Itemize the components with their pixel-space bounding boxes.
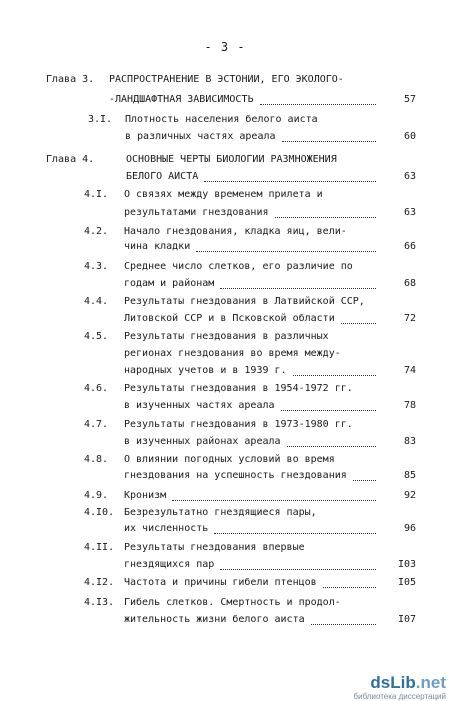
toc-entry-title: БЕЛОГО АИСТА	[126, 171, 199, 182]
toc-entry-number: 3.I.	[88, 114, 113, 125]
page-number: - 3 -	[204, 40, 246, 54]
toc-entry-page: 83	[403, 436, 416, 447]
toc-entry-page: 96	[403, 523, 416, 534]
toc-entry-title: Безрезультатно гнездящиеся пары,	[124, 507, 317, 518]
toc-entry-number: 4.5.	[84, 331, 109, 342]
toc-leader-dots	[341, 322, 376, 324]
toc-entry-page: 57	[403, 94, 416, 105]
toc-entry-page: 92	[403, 490, 416, 501]
toc-leader-dots	[172, 499, 376, 501]
toc-entry-number: 4.I0.	[84, 507, 115, 518]
toc-entry-title: в различных частях ареала	[125, 131, 276, 142]
toc-entry-page: I05	[397, 577, 416, 588]
toc-entry-page: 68	[403, 278, 416, 289]
watermark	[350, 674, 446, 701]
watermark-subtitle: библиотека диссертаций	[353, 692, 446, 701]
toc-entry-title: гнездящихся пар	[124, 559, 215, 570]
toc-entry-title: в изученных частях ареала	[124, 400, 275, 411]
toc-entry-title: О влиянии погодных условий во время	[124, 454, 335, 465]
toc-entry-title: чина кладки	[124, 241, 191, 252]
toc-entry-number: 4.8.	[84, 454, 109, 465]
toc-entry-number: 4.3.	[84, 261, 109, 272]
toc-entry-title: их численность	[124, 523, 209, 534]
toc-leader-dots	[260, 103, 376, 105]
toc-leader-dots	[293, 374, 376, 376]
toc-entry-number: 4.9.	[84, 490, 109, 501]
toc-entry-title: Результаты гнездования впервые	[124, 542, 305, 553]
toc-entry-title: результатами гнездования	[124, 207, 269, 218]
toc-entry-title: Гибель слетков. Смертность и продол-	[124, 597, 341, 608]
toc-entry-title: Результаты гнездования в Латвийской ССР,	[124, 296, 365, 307]
toc-entry-title: Кронизм	[124, 490, 167, 501]
toc-entry-number: 4.I3.	[84, 597, 115, 608]
toc-leader-dots	[196, 250, 376, 252]
toc-entry-number: 4.6.	[84, 383, 109, 394]
toc-entry-page: I07	[397, 614, 416, 625]
toc-entry-page: 60	[403, 131, 416, 142]
toc-entry-title: годам и районам	[124, 278, 215, 289]
toc-entry-title: Частота и причины гибели птенцов	[124, 577, 317, 588]
toc-leader-dots	[281, 409, 376, 411]
toc-entry-title: -ЛАНДШАФТНАЯ ЗАВИСИМОСТЬ	[109, 94, 254, 105]
toc-entry-title: гнездования на успешность гнездования	[124, 470, 347, 481]
toc-entry-title: Результаты гнездования в 1973-1980 гг.	[124, 419, 353, 430]
toc-leader-dots	[323, 586, 376, 588]
toc-entry-title: народных учетов и в 1939 г.	[124, 365, 287, 376]
watermark-logo-main: dsLib	[370, 673, 416, 692]
toc-entry-number: 4.I2.	[84, 577, 115, 588]
toc-leader-dots	[287, 445, 376, 447]
toc-entry-number: 4.7.	[84, 419, 109, 430]
toc-entry-page: 63	[403, 171, 416, 182]
toc-entry-page: 74	[403, 365, 416, 376]
toc-entry-title: РАСПРОСТРАНЕНИЕ В ЭСТОНИИ, ЕГО ЭКОЛОГО-	[109, 74, 344, 85]
watermark-logo	[350, 674, 446, 692]
toc-entry-title: Литовской ССР и в Псковской области	[124, 313, 335, 324]
toc-entry-title: Плотность населения белого аиста	[125, 114, 318, 125]
toc-entry-title: жительность жизни белого аиста	[124, 614, 305, 625]
toc-entry-number: 4.2.	[84, 226, 109, 237]
toc-entry-page: 63	[403, 207, 416, 218]
toc-entry-number: 4.II.	[84, 542, 115, 553]
toc-entry-title: регионах гнездования во время между-	[124, 348, 341, 359]
toc-entry-title: Начало гнездования, кладка яиц, вели-	[124, 226, 347, 237]
toc-leader-dots	[214, 532, 376, 534]
toc-entry-page: 85	[403, 470, 416, 481]
toc-entry-title: Среднее число слетков, его различие по	[124, 261, 353, 272]
toc-entry-title: О связях между временем прилета и	[124, 189, 323, 200]
toc-leader-dots	[353, 479, 376, 481]
toc-entry-page: 78	[403, 400, 416, 411]
watermark-logo-domain: .net	[415, 673, 446, 692]
toc-entry-number: Глава 4.	[46, 154, 95, 165]
toc-entry-page: 66	[403, 241, 416, 252]
toc-entry-number: Глава 3.	[46, 74, 95, 85]
toc-entry-page: I03	[397, 559, 416, 570]
toc-leader-dots	[204, 180, 376, 182]
toc-entry-number: 4.I.	[84, 189, 109, 200]
toc-entry-number: 4.4.	[84, 296, 109, 307]
toc-leader-dots	[220, 287, 376, 289]
toc-entry-title: в изученных районах ареала	[124, 436, 281, 447]
toc-leader-dots	[311, 623, 376, 625]
toc-leader-dots	[275, 216, 376, 218]
toc-entry-title: ОСНОВНЫЕ ЧЕРТЫ БИОЛОГИИ РАЗМНОЖЕНИЯ	[126, 154, 337, 165]
toc-entry-title: Результаты гнездования в 1954-1972 гг.	[124, 383, 353, 394]
toc-leader-dots	[220, 568, 376, 570]
toc-leader-dots	[282, 140, 376, 142]
toc-entry-page: 72	[403, 313, 416, 324]
toc-entry-title: Результаты гнездования в различных	[124, 331, 329, 342]
